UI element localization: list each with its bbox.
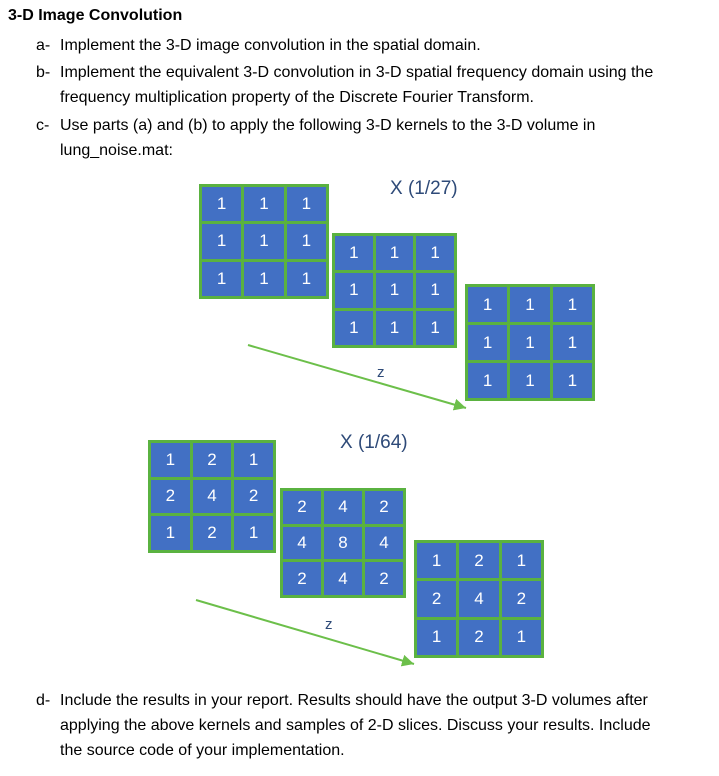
kernel2-z-arrow bbox=[196, 600, 414, 664]
kernel-cell: 1 bbox=[416, 273, 454, 307]
kernel-cell: 2 bbox=[234, 480, 273, 514]
kernel-cell: 4 bbox=[283, 527, 321, 560]
kernel-cell: 1 bbox=[553, 363, 592, 398]
item-marker: a- bbox=[36, 37, 51, 54]
kernel2-z-label: z bbox=[325, 616, 333, 633]
item-marker: c- bbox=[36, 117, 50, 134]
kernel-cell: 4 bbox=[324, 562, 362, 595]
kernel-cell: 2 bbox=[459, 620, 498, 655]
item-text-line: Include the results in your report. Results should have the output 3-D volumes after bbox=[60, 692, 648, 709]
kernel-cell: 1 bbox=[151, 516, 190, 550]
kernel-cell: 1 bbox=[502, 543, 541, 578]
kernel-cell: 2 bbox=[151, 480, 190, 514]
kernel-cell: 1 bbox=[287, 187, 326, 221]
kernel-cell: 1 bbox=[416, 236, 454, 270]
page-title: 3-D Image Convolution bbox=[8, 7, 183, 24]
kernel-cell: 1 bbox=[287, 262, 326, 296]
kernel1-z-label: z bbox=[377, 364, 385, 381]
kernel-cell: 1 bbox=[510, 287, 549, 322]
kernel-cell: 1 bbox=[287, 224, 326, 258]
kernel-cell: 1 bbox=[202, 224, 241, 258]
kernel-cell: 2 bbox=[283, 491, 321, 524]
item-text-line: Use parts (a) and (b) to apply the following 3-D kernels to the 3-D volume in bbox=[60, 117, 596, 134]
kernel-cell: 4 bbox=[365, 527, 403, 560]
kernel-cell: 1 bbox=[335, 273, 373, 307]
kernel-cell: 4 bbox=[193, 480, 232, 514]
kernel-cell: 1 bbox=[335, 236, 373, 270]
kernel-cell: 4 bbox=[324, 491, 362, 524]
kernel-cell: 1 bbox=[335, 311, 373, 345]
kernel-cell: 1 bbox=[376, 273, 414, 307]
kernel-cell: 1 bbox=[376, 236, 414, 270]
kernel-cell: 1 bbox=[234, 443, 273, 477]
kernel-cell: 1 bbox=[376, 311, 414, 345]
kernel-cell: 2 bbox=[459, 543, 498, 578]
kernel-cell: 1 bbox=[234, 516, 273, 550]
item-text-line: applying the above kernels and samples of 2-D slices. Discuss your results. Include bbox=[60, 717, 651, 734]
kernel-cell: 1 bbox=[502, 620, 541, 655]
item-marker: d- bbox=[36, 692, 51, 709]
kernel-cell: 2 bbox=[193, 443, 232, 477]
item-text-line: the source code of your implementation. bbox=[60, 742, 345, 759]
kernel-cell: 1 bbox=[553, 325, 592, 360]
item-text-line: frequency multiplication property of the Discrete Fourier Transform. bbox=[60, 89, 534, 106]
kernel-cell: 1 bbox=[468, 325, 507, 360]
kernel-cell: 1 bbox=[510, 325, 549, 360]
kernel-cell: 1 bbox=[151, 443, 190, 477]
kernel-cell: 1 bbox=[417, 620, 456, 655]
kernel2-scale-label: X (1/64) bbox=[340, 432, 408, 453]
kernel-cell: 1 bbox=[244, 262, 283, 296]
item-text-line: Implement the equivalent 3-D convolution in 3-D spatial frequency domain using the bbox=[60, 64, 654, 81]
kernel-cell: 2 bbox=[365, 491, 403, 524]
kernel-cell: 1 bbox=[417, 543, 456, 578]
item-text-line: lung_noise.mat: bbox=[60, 142, 173, 159]
kernel-cell: 1 bbox=[416, 311, 454, 345]
kernel-cell: 1 bbox=[202, 262, 241, 296]
item-text-line: Implement the 3-D image convolution in the spatial domain. bbox=[60, 37, 481, 54]
kernel-cell: 2 bbox=[417, 581, 456, 616]
kernel1-scale-label: X (1/27) bbox=[390, 178, 458, 199]
kernel-cell: 4 bbox=[459, 581, 498, 616]
kernel-cell: 2 bbox=[283, 562, 321, 595]
kernel-cell: 2 bbox=[365, 562, 403, 595]
kernel-cell: 1 bbox=[553, 287, 592, 322]
kernel-cell: 1 bbox=[468, 287, 507, 322]
item-marker: b- bbox=[36, 64, 51, 81]
kernel-cell: 1 bbox=[468, 363, 507, 398]
kernel-cell: 8 bbox=[324, 527, 362, 560]
kernel-cell: 2 bbox=[502, 581, 541, 616]
kernel1-z-arrow bbox=[248, 345, 466, 408]
kernel-cell: 2 bbox=[193, 516, 232, 550]
kernel-cell: 1 bbox=[244, 187, 283, 221]
kernel-cell: 1 bbox=[244, 224, 283, 258]
kernel-cell: 1 bbox=[202, 187, 241, 221]
kernel-cell: 1 bbox=[510, 363, 549, 398]
